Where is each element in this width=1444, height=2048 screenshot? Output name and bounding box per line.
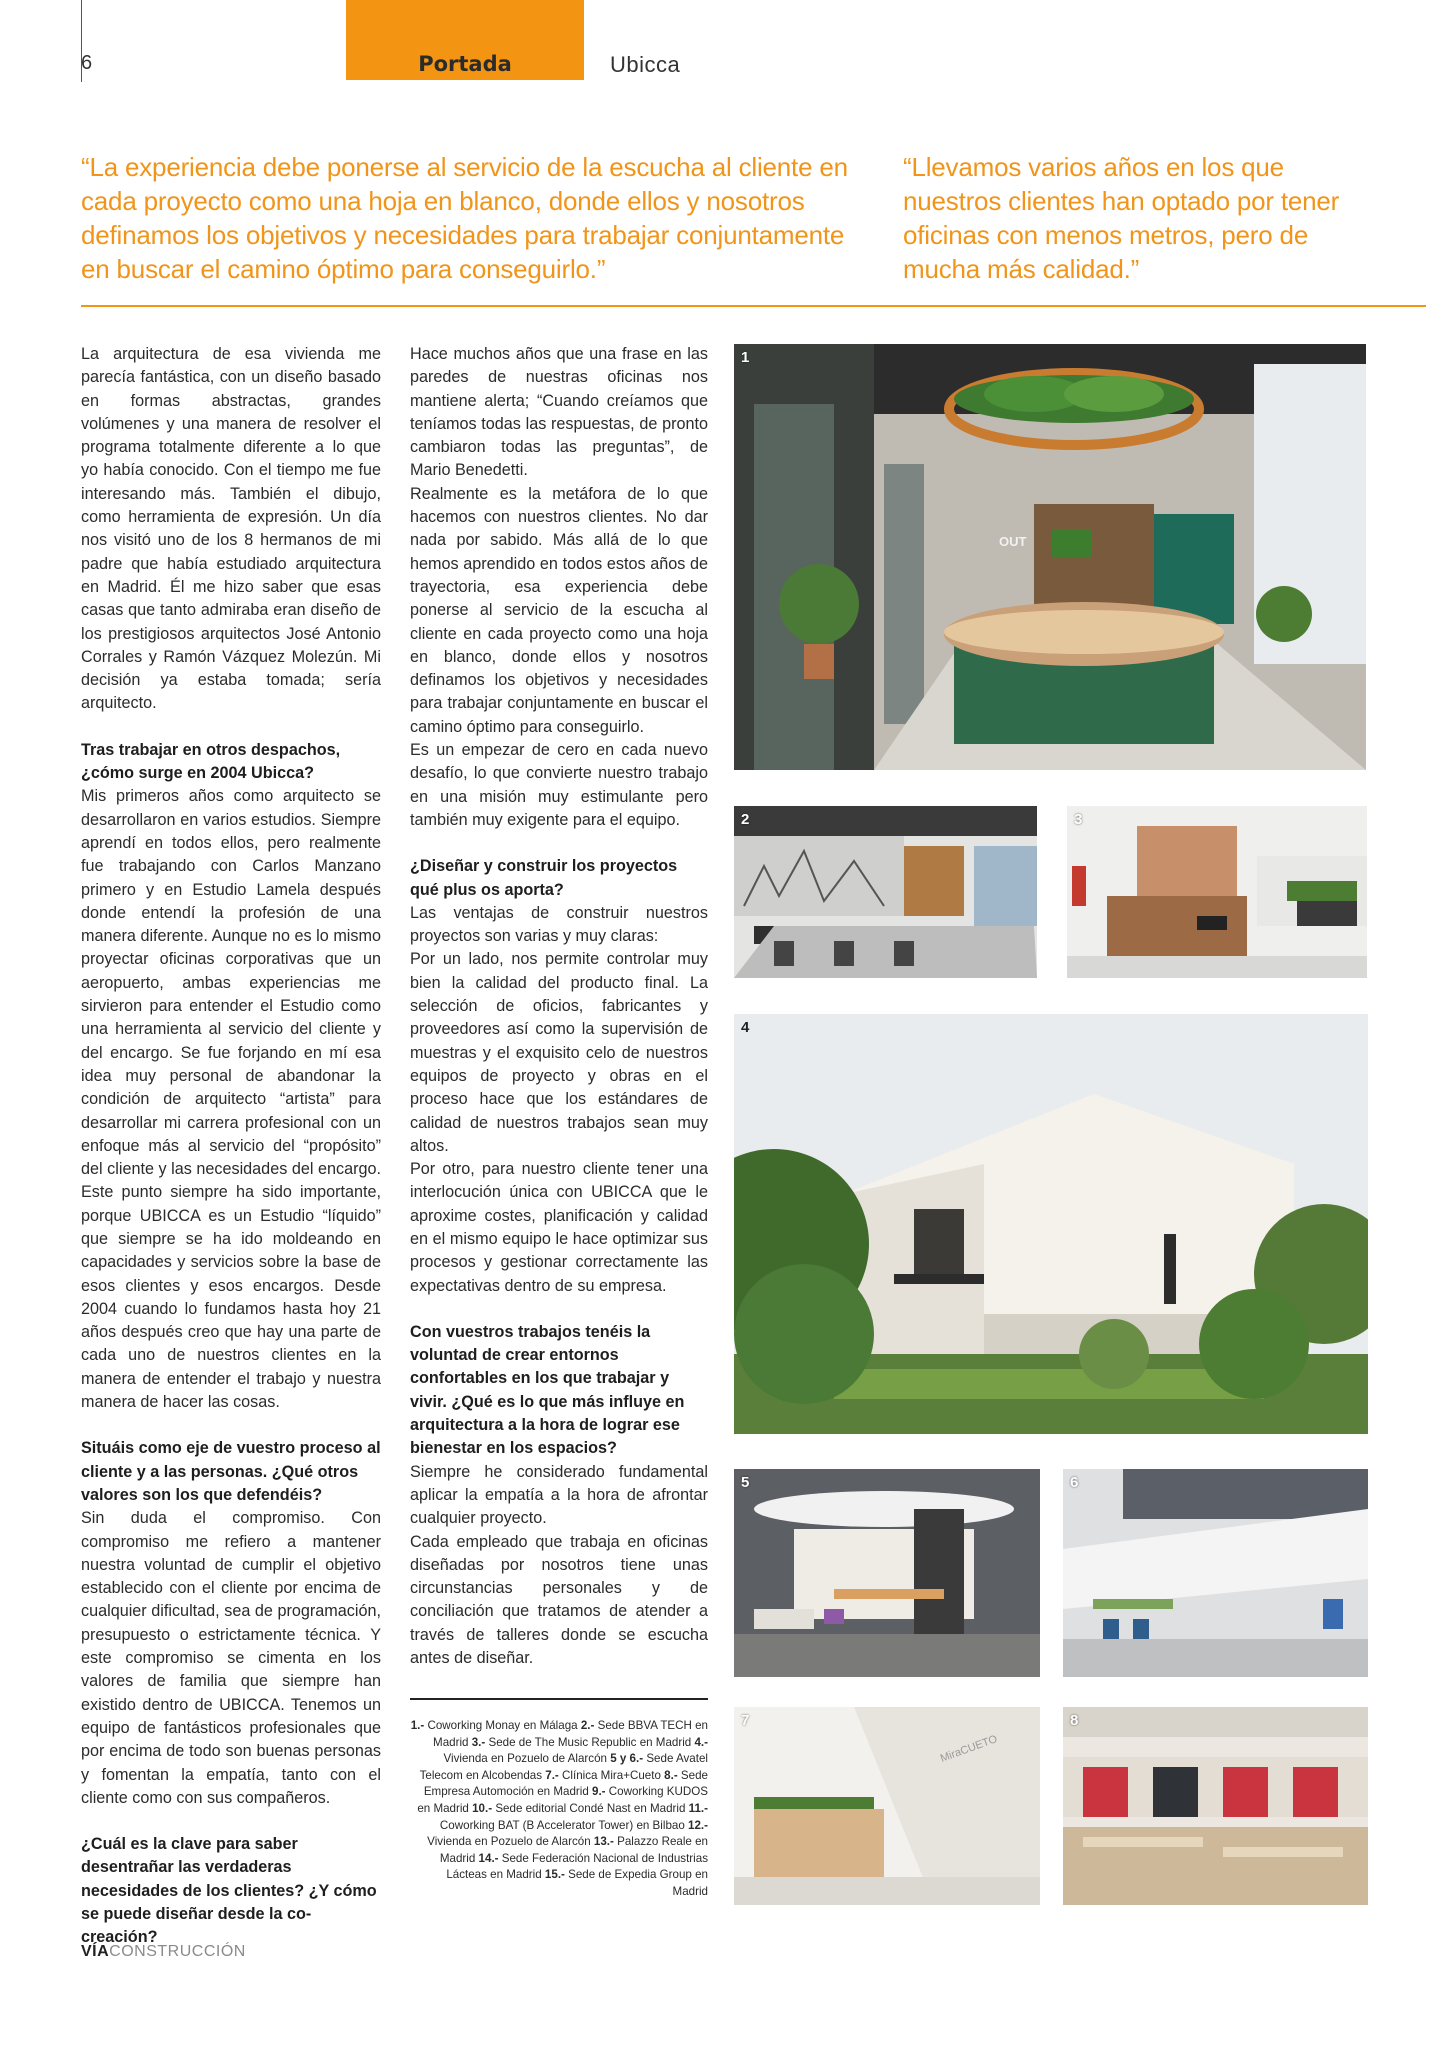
paragraph: Hace muchos años que una frase en las paredes de nuestras oficinas nos mantiene alerta; “Cuando creíamos que teníamos todas las respuestas, de pronto cambiaron todas las preguntas”, de Mario Benedetti. — [410, 345, 708, 480]
paragraph: Sin duda el compromiso. Con compromiso me refiero a mantener nuestra voluntad de cumplir el objetivo establecido con el cliente por encima de cualquier dificultad, sea de programación, presupuesto o estrictamente técnica. Y este compromiso se cimenta en los valores de familia que siempre han existido dentro de UBICCA. Tenemos un equipo de fantásticos profesionales que por encima de todo son buenas personas y fomentan la empatía, tanto con el cliente como con sus compañeros. — [81, 1509, 381, 1807]
caption-number: 12.- — [688, 1818, 708, 1832]
section-tab-label: Portada — [418, 52, 512, 76]
caption-text: Vivienda en Pozuelo de Alarcón — [427, 1835, 594, 1849]
caption-number: 13.- — [593, 1835, 614, 1849]
photo-number: 4 — [741, 1019, 750, 1036]
photo-number: 6 — [1070, 1474, 1079, 1491]
caption-text: Coworking KUDOS en Madrid — [417, 1785, 708, 1815]
photo-6-avatel-atrium — [1063, 1469, 1368, 1677]
caption-number: 8.- — [664, 1768, 678, 1782]
interview-question: ¿Diseñar y construir los proyectos qué plus os aporta? — [410, 857, 678, 899]
caption-number: 9.- — [592, 1785, 606, 1799]
paragraph: Es un empezar de cero en cada nuevo desafío, lo que convierte nuestro trabajo en una misión muy estimulante pero también muy exigente para el equipo. — [410, 741, 708, 829]
caption-number: 10.- — [472, 1801, 493, 1815]
caption-text: Palazzo Reale en Madrid — [439, 1835, 708, 1865]
photo-3-illustration — [1067, 806, 1367, 978]
out-sign: OUT — [999, 534, 1027, 549]
article-column-1 — [81, 343, 381, 1950]
caption-text: Sede Federación Nacional de Industrias Lácteas en Madrid — [446, 1851, 708, 1882]
footer-logo-light: CONSTRUCCIÓN — [109, 1943, 246, 1960]
caption-text: Coworking BAT (B Accelerator Tower) en Bilbao — [439, 1818, 689, 1832]
paragraph: Mis primeros años como arquitecto se desarrollaron en varios estudios. Siempre aprendí en todos ellos, pero realmente fue trabajando con Carlos Manzano primero y en Estudio Lamela después donde entendí la profesión de una manera diferente. Aunque no es lo mismo proyectar oficinas corporativas que un aeropuerto, ambas experiencias me sirvieron para entender el Estudio como una herramienta al servicio del cliente y del encargo. Se fue forjando en mí esa idea muy personal de abandonar la condición de arquitecto “artista” para desarrollar mi carrera profesional con un enfoque más al servicio del “propósito” del cliente y las necesidades del encargo. Este punto siempre ha sido importante, porque UBICCA es un Estudio “líquido” que siempre se ha ido moldeando en capacidades y servicios sobre la base de esos clientes y esos encargos. Desde 2004 cuando lo fundamos hasta hoy 21 años después creo que hay una parte de cada uno de nuestros clientes en la manera de entender el trabajo y nuestra manera de hacer las cosas. — [81, 787, 381, 1412]
photo-5-avatel-lounge — [734, 1469, 1040, 1677]
paragraph: Cada empleado que trabaja en oficinas diseñadas por nosotros tiene unas circunstancias personales y de conciliación que tratamos de atender a través de talleres donde se escucha antes de diseñar. — [410, 1532, 708, 1668]
photo-4-house-pozuelo — [734, 1014, 1368, 1434]
photo-number: 3 — [1074, 811, 1083, 828]
paragraph: La arquitectura de esa vivienda me parecía fantástica, con un diseño basado en formas abstractas, grandes volúmenes y una manera de resolver el programa totalmente diferente a lo que yo había conocido. Con el tiempo me fue interesando más. También el dibujo, como herramienta de expresión. Un día nos visitó uno de los 8 hermanos de mi padre que había estudiado arquitectura en Madrid. Él me hizo saber que esas casas que tanto admiraba eran diseño de los prestigiosos arquitectos José Antonio Corrales y Ramón Vázquez Molezún. Mi decisión ya estaba tomada; sería arquitecto. — [81, 345, 381, 713]
interview-question: Con vuestros trabajos tenéis la voluntad de crear entornos confortables en los que trabajar y vivir. ¿Qué es lo que más influye en arquitectura a la hora de lograr ese bienestar en los espacios? — [410, 1322, 685, 1458]
paragraph: Por un lado, nos permite controlar muy bien la calidad del producto final. La selección de oficios, fabricantes y proveedores así como la supervisión de muestras y el exquisito celo de nuestros equipos de proyecto y obras en el proceso hace que los estándares de calidad de nuestros trabajos sean muy altos. — [410, 950, 708, 1155]
caption-text: Sede editorial Condé Nast en Madrid — [492, 1801, 689, 1815]
photo-1-coworking-reception — [734, 344, 1366, 770]
pull-quote-right: “Llevamos varios años en los que nuestros clientes han optado por tener oficinas con menos metros, pero de mucha más calidad.” — [903, 152, 1340, 284]
caption-number: 7.- — [545, 1768, 559, 1782]
photo-number: 1 — [741, 349, 750, 366]
photo-1-illustration — [734, 344, 1366, 770]
footer-logo — [81, 1943, 246, 1961]
photo-6-illustration — [1063, 1469, 1368, 1677]
caption-number: 3.- — [471, 1735, 486, 1749]
photo-3-music-republic — [1067, 806, 1367, 978]
header-brand: Ubicca — [610, 52, 681, 77]
footer-logo-strong: VÍA — [81, 1943, 110, 1960]
caption-text: Clínica Mira+Cueto — [558, 1768, 665, 1782]
caption-text: Coworking Monay en Málaga — [424, 1719, 581, 1732]
pull-quote-left: “La experiencia debe ponerse al servicio de la escucha al cliente en cada proyecto como una hoja en blanco, donde ellos y nosotros definamos los objetivos y necesidades para trabajar conjuntamente en buscar el camino óptimo para conseguirlo.” — [81, 152, 848, 284]
caption-number: 15.- — [544, 1868, 565, 1882]
photo-7-clinica-mira-cueto — [734, 1707, 1040, 1905]
article-column-2 — [410, 343, 708, 1670]
photo-2-illustration — [734, 806, 1037, 978]
caption-number: 4.- — [694, 1735, 708, 1749]
photo-number: 8 — [1070, 1712, 1079, 1729]
photo-2-bbva-office — [734, 806, 1037, 978]
interview-question: Tras trabajar en otros despachos, ¿cómo surge en 2004 Ubicca? — [81, 740, 341, 783]
caption-text: Sede BBVA TECH en Madrid — [433, 1719, 708, 1749]
paragraph: Siempre he considerado fundamental aplicar la empatía a la hora de afrontar cualquier proyecto. — [410, 1462, 708, 1528]
caption-text: Sede Avatel Telecom en Alcobendas — [419, 1752, 708, 1782]
photo-number: 2 — [741, 811, 750, 828]
photo-number: 7 — [741, 1712, 750, 1729]
section-tab — [346, 0, 584, 80]
paragraph: Por otro, para nuestro cliente tener una interlocución única con UBICCA que le aproxime costes, planificación y calidad en el mismo equipo le hace optimizar sus procesos y gestionar correctamente las expectativas dentro de su empresa. — [410, 1160, 708, 1295]
photo-5-illustration — [734, 1469, 1040, 1677]
photo-8-illustration — [1063, 1707, 1368, 1905]
caption-number: 1.- — [410, 1719, 425, 1732]
page-number: 6 — [81, 52, 93, 74]
photo-8-automocion-office — [1063, 1707, 1368, 1905]
interview-question: ¿Cuál es la clave para saber desentrañar las verdaderas necesidades de los clientes? ¿Y cómo se puede diseñar desde la co-creación? — [81, 1835, 377, 1947]
wall-logo: MiraCUETO — [938, 1733, 999, 1765]
caption-number: 2.- — [580, 1719, 595, 1732]
caption-text: Sede Empresa Automoción en Madrid — [423, 1768, 708, 1799]
caption-text: Sede de The Music Republic en Madrid — [485, 1735, 695, 1749]
caption-text: Sede de Expedia Group en Madrid — [564, 1868, 708, 1898]
paragraph: Las ventajas de construir nuestros proyectos son varias y muy claras: — [410, 903, 708, 946]
caption-number: 11.- — [688, 1801, 708, 1815]
photo-captions — [410, 1718, 708, 1901]
caption-number: 14.- — [478, 1851, 499, 1865]
caption-text: Vivienda en Pozuelo de Alarcón — [443, 1752, 611, 1766]
paragraph: Realmente es la metáfora de lo que hacemos con nuestros clientes. No dar nada por sabido. Más allá de lo que hemos aprendido en todos estos años de trayectoria, esa experiencia debe ponerse al servicio de la escucha al cliente en cada proyecto como una hoja en blanco, donde ellos y nosotros definamos los objetivos y necesidades para trabajar conjuntamente en buscar el camino óptimo para conseguirlo. — [410, 484, 708, 736]
quote-divider — [81, 305, 1426, 307]
captions-divider — [410, 1698, 708, 1700]
photo-4-illustration — [734, 1014, 1368, 1434]
caption-number: 5 y 6.- — [610, 1752, 644, 1766]
interview-question: Situáis como eje de vuestro proceso al cliente y a las personas. ¿Qué otros valores son los que defendéis? — [81, 1439, 381, 1504]
photo-number: 5 — [741, 1474, 750, 1491]
